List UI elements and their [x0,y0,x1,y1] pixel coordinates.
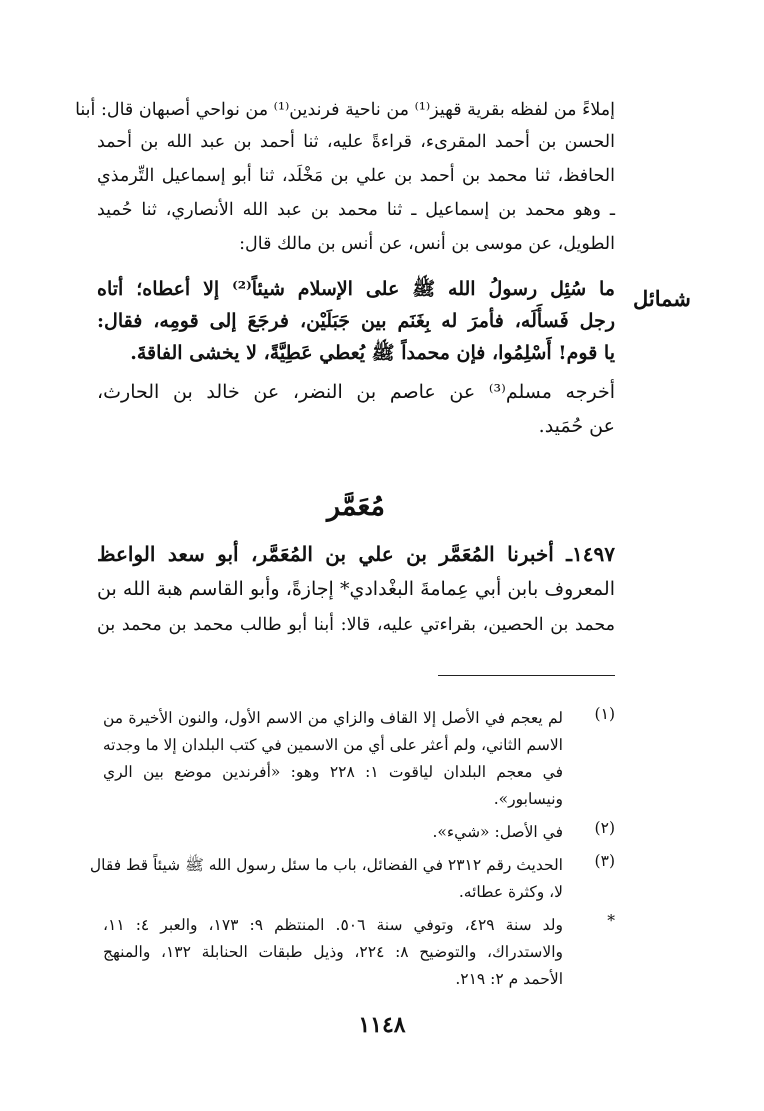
footnote-line: الاسم الثاني، ولم أعثر على أي من الاسمين في كتب البلدان إلا ما وجدته [102,736,563,754]
footnote [103,705,615,813]
text-line: محمد بن الحصين، بقراءتي عليه، قالا: أبنا أبو طالب محمد بن محمد بن [97,615,615,635]
footnote-line: ولد سنة ٤٢٩، وتوفي سنة ٥٠٦. المنتظم ٩: ١٧٣، والعبر ٤: ١١، [103,916,563,934]
text-line: رجل فَسأَلَه، فأمرَ له بِغَنَم بين جَبَلَيْن، فرجَعَ إلى قومِه، فقال: [97,310,615,332]
footnote-line: لم يعجم في الأصل إلا القاف والزاي من الاسم الأول، والنون الأخيرة من [103,709,563,727]
text-line: الطويل، عن موسى بن أنس، عن أنس بن مالك قال: [239,234,615,254]
entry-heading-line: ١٤٩٧ـ أخبرنا المُعَمَّر بن علي بن المُعَمَّر، أبو سعد الواعظ [97,542,616,566]
text-line: ـ وهو محمد بن إسماعيل ـ ثنا محمد بن عبد الله الأنصاري، ثنا حُميد [97,200,615,220]
text-line: أخرجه مسلم⁽³⁾ عن عاصم بن النضر، عن خالد بن الحارث، [97,381,615,403]
footnote-line: لا، وكثرة عطائه. [458,883,563,901]
text-line: يا قوم! أَسْلِمُوا، فإن محمداً ﷺ يُعطي عَطِيَّةً، لا يخشى الفاقةَ. [130,342,615,364]
footnote-line: في معجم البلدان لياقوت ١: ٢٢٨ وهو: «أفرندين موضع بين الري [103,763,564,781]
footnote-number: (٣) [594,852,615,870]
page-number: ١١٤٨ [358,1012,406,1038]
margin-note: شمائل [633,286,691,311]
section-title: مُعَمَّر [327,491,385,522]
main-text [75,96,615,443]
hadith-text [97,273,615,369]
footnote [103,819,615,846]
text-line: عن حُمَيد. [538,415,615,437]
footnote-number: (١) [594,705,615,723]
footnote [89,852,615,906]
footnotes [89,705,615,999]
footnote-number: (٢) [594,819,615,837]
text-line: الحسن بن أحمد المقرىء، قراءةً عليه، ثنا أحمد بن عبد الله بن أحمد [97,132,615,152]
isnad-paragraph [75,96,615,261]
footnote-line: في الأصل: «شيء». [432,823,563,841]
text-line: إملاءً من لفظه بقرية قهيز⁽¹⁾ من ناحية فرندين⁽¹⁾ من نواحي أصبهان قال: أبنا [75,100,615,120]
footnote [103,912,615,993]
text-line: المعروف بابن أبي عِمامةَ البغْدادي* إجازةً، وأبو القاسم هبة الله بن [97,578,615,600]
footnote-line: الحديث رقم ٢٣١٢ في الفضائل، باب ما سئل رسول الله ﷺ شيئاً قط فقال [89,856,563,874]
text-line: ما سُئِل رسولُ الله ﷺ على الإسلام شيئاً⁽²⁾ إلا أعطاه؛ أتاه [97,278,615,300]
takhrij-paragraph [97,375,615,443]
text-line: الحافظ، ثنا محمد بن أحمد بن علي بن مَخْلَد، ثنا أبو إسماعيل التِّرمذي [97,166,615,186]
footnote-separator [438,675,615,676]
footnote-line: ونيسابور». [493,790,563,808]
entry-text [97,537,615,643]
footnote-line: الأحمد م ٢: ٢١٩. [455,970,563,988]
footnote-line: والاستدراك، والتوضيح ٨: ٢٢٤، وذيل طبقات الحنابلة ١٣٢، والمنهج [103,943,563,961]
footnote-number: * [607,912,615,930]
